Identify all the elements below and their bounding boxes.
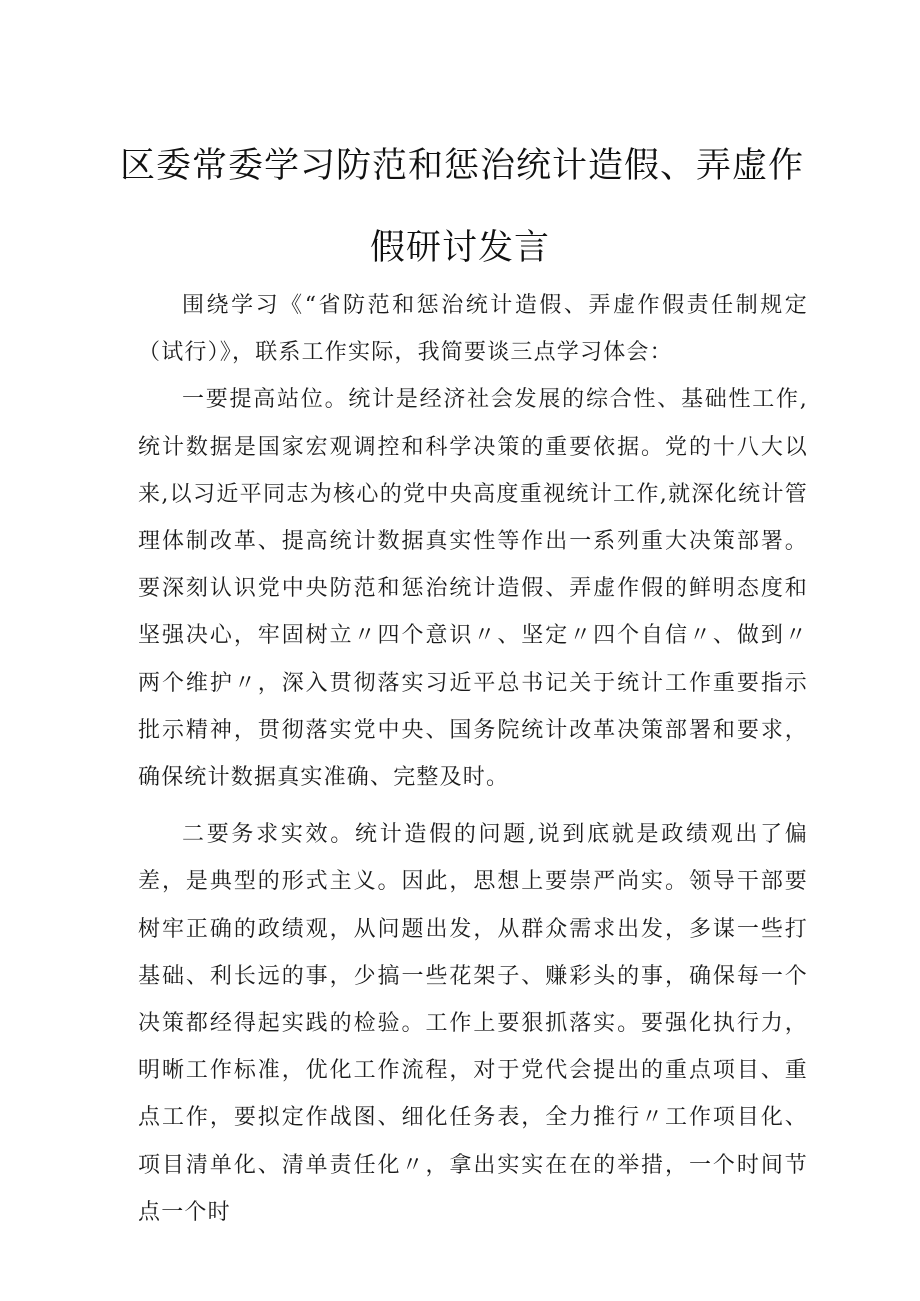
document-title-line-1: 区委常委学习防范和惩治统计造假、弄虚作 (120, 146, 805, 186)
intro-paragraph: 围绕学习《“省防范和惩治统计造假、弄虚作假责任制规定（试行）》，联系工作实际，我简要谈三点学习体会： (138, 293, 808, 366)
document-title-line-2: 假研讨发言 (369, 228, 550, 268)
document-body (138, 282, 808, 1236)
point-two-paragraph: 二要务求实效。统计造假的问题,说到底就是政绩观出了偏差，是典型的形式主义。因此，思想上要崇严尚实。领导干部要树牢正确的政绩观，从问题出发，从群众需求出发，多谋一些打基础、利长远的事，少搞一些花架子、赚彩头的事，确保每一个决策都经得起实践的检验。工作上要狠抓落实。要强化执行力，明晰工作标准，优化工作流程，对于党代会提出的重点项目、重点工作，要拟定作战图、细化任务表，全力推行〃工作项目化、项目清单化、清单责任化〃，拿出实实在在的举措，一个时间节点一个时 (138, 822, 808, 1225)
point-one-paragraph: 一要提高站位。统计是经济社会发展的综合性、基础性工作,统计数据是国家宏观调控和科学决策的重要依据。党的十八大以来,以习近平同志为核心的党中央高度重视统计工作,就深化统计管理体制改革、提高统计数据真实性等作出一系列重大决策部署。要深刻认识党中央防范和惩治统计造假、弄虚作假的鲜明态度和坚强决心，牢固树立〃四个意识〃、坚定〃四个自信〃、做到〃两个维护〃，深入贯彻落实习近平总书记关于统计工作重要指示批示精神，贯彻落实党中央、国务院统计改革决策部署和要求，确保统计数据真实准确、完整及时。 (138, 387, 808, 791)
